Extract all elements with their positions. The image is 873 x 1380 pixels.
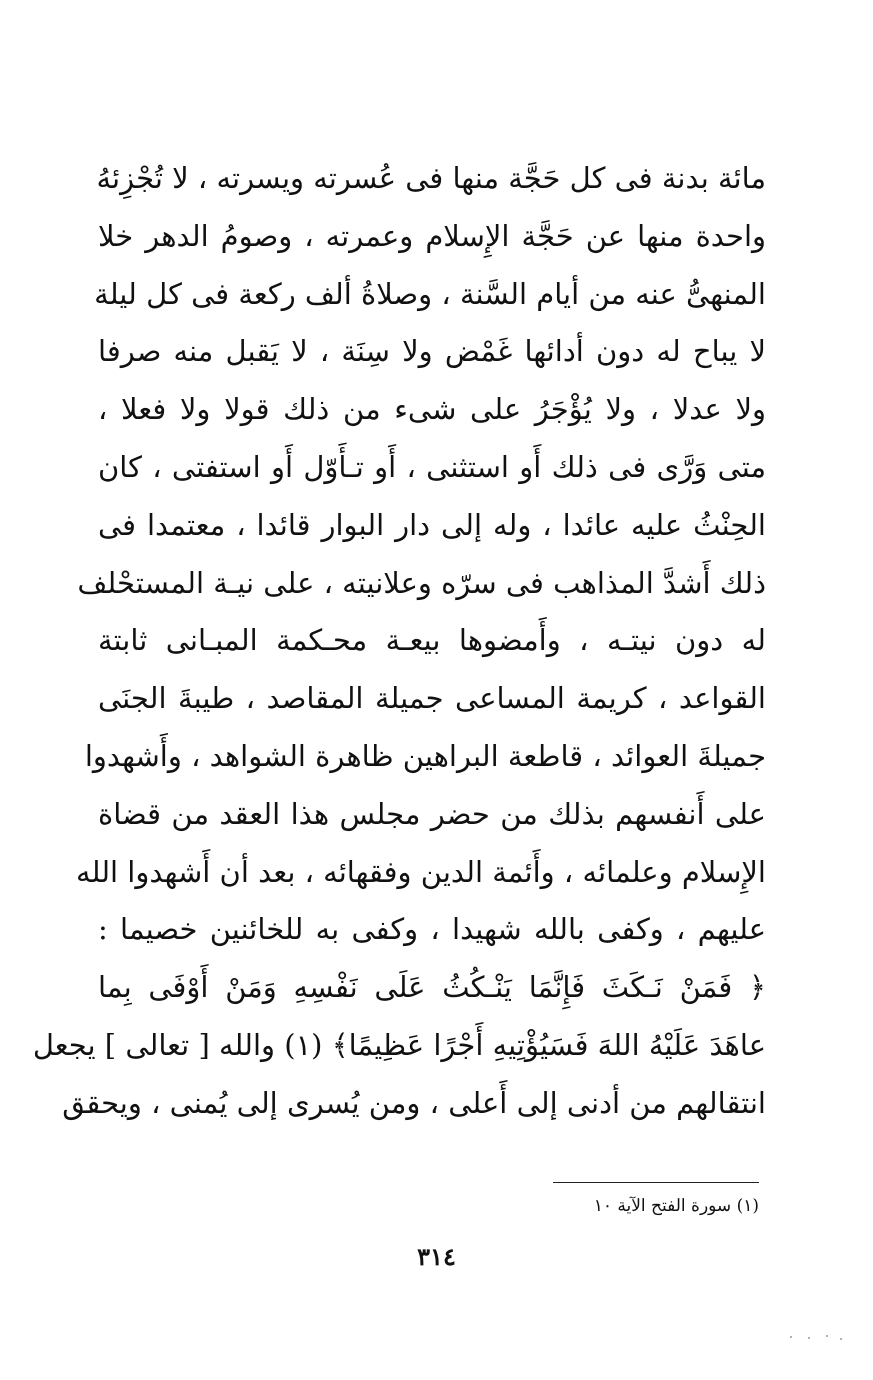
scan-speck (808, 1337, 810, 1339)
text-line: الحِنْثُ عليه عائدا ، وله إلى دار البوار قائدا ، معتمدا فى (98, 507, 766, 542)
text-line: مائة بدنة فى كل حَجَّة منها فى عُسرته ويسرته ، لا تُجْزِئهُ (96, 161, 766, 195)
text-line: القواعد ، كريمة المساعى جميلة المقاصد ، طيبةَ الجنَى (98, 681, 766, 716)
quran-verse-line: عاهَدَ عَلَيْهُ اللهَ فَسَيُؤْتِيهِ أَجْرًا عَظِيمًا﴾ (١) والله [ تعالى ] يجعل (32, 1027, 766, 1062)
text-line: المنهىُّ عنه من أيام السَّنة ، وصلاةُ ألف ركعة فى كل ليلة (94, 276, 766, 311)
quran-verse-line: ﴿ فَمَنْ نَـكَثَ فَإِنَّمَا يَنْـكُثُ عَلَى نَفْسِهِ وَمَنْ أَوْفَى بِما (98, 970, 766, 1005)
text-line: جميلةَ العوائد ، قاطعة البراهين ظاهرة الشواهد ، وأَشهدوا (84, 738, 766, 773)
page-number: ٣١٤ (417, 1242, 456, 1271)
scan-speck (790, 1336, 792, 1338)
text-line: على أَنفسهم بذلك من حضر مجلس هذا العقد من قضاة (98, 796, 766, 831)
footnote: (١) سورة الفتح الآية ١٠ (593, 1196, 759, 1216)
text-line: ولا عدلا ، ولا يُؤْجَرُ على شىء من ذلك قولا ولا فعلا ، (98, 392, 766, 427)
text-line: متى وَرَّى فى ذلك أَو استثنى ، أَو تـأَوّل أَو استفتى ، كان (98, 449, 766, 484)
text-line: عليهم ، وكفى بالله شهيدا ، وكفى به للخائنين خصيما : (98, 912, 766, 947)
footnote-divider (553, 1182, 759, 1183)
text-line: الإِسلام وعلمائه ، وأَئمة الدين وفقهائه ، بعد أن أَشهدوا الله (76, 854, 766, 889)
scan-speck (826, 1335, 828, 1337)
text-line: لا يباح له دون أدائها غَمْض ولا سِنَة ، لا يَقبل منه صرفا (98, 334, 766, 369)
text-line: انتقالهم من أدنى إلى أَعلى ، ومن يُسرى إلى يُمنى ، ويحقق (62, 1085, 766, 1120)
text-line: له دون نيتـه ، وأَمضوها بيعـة محـكمة المبـانى ثابتة (98, 623, 766, 658)
scan-speck (840, 1338, 842, 1340)
text-line: ذلك أَشدَّ المذاهب فى سرّه وعلانيته ، على نيـة المستحْلف (77, 565, 766, 600)
text-line: واحدة منها عن حَجَّة الإِسلام وعمرته ، وصومُ الدهر خلا (98, 218, 766, 253)
body-text (32, 150, 766, 1133)
